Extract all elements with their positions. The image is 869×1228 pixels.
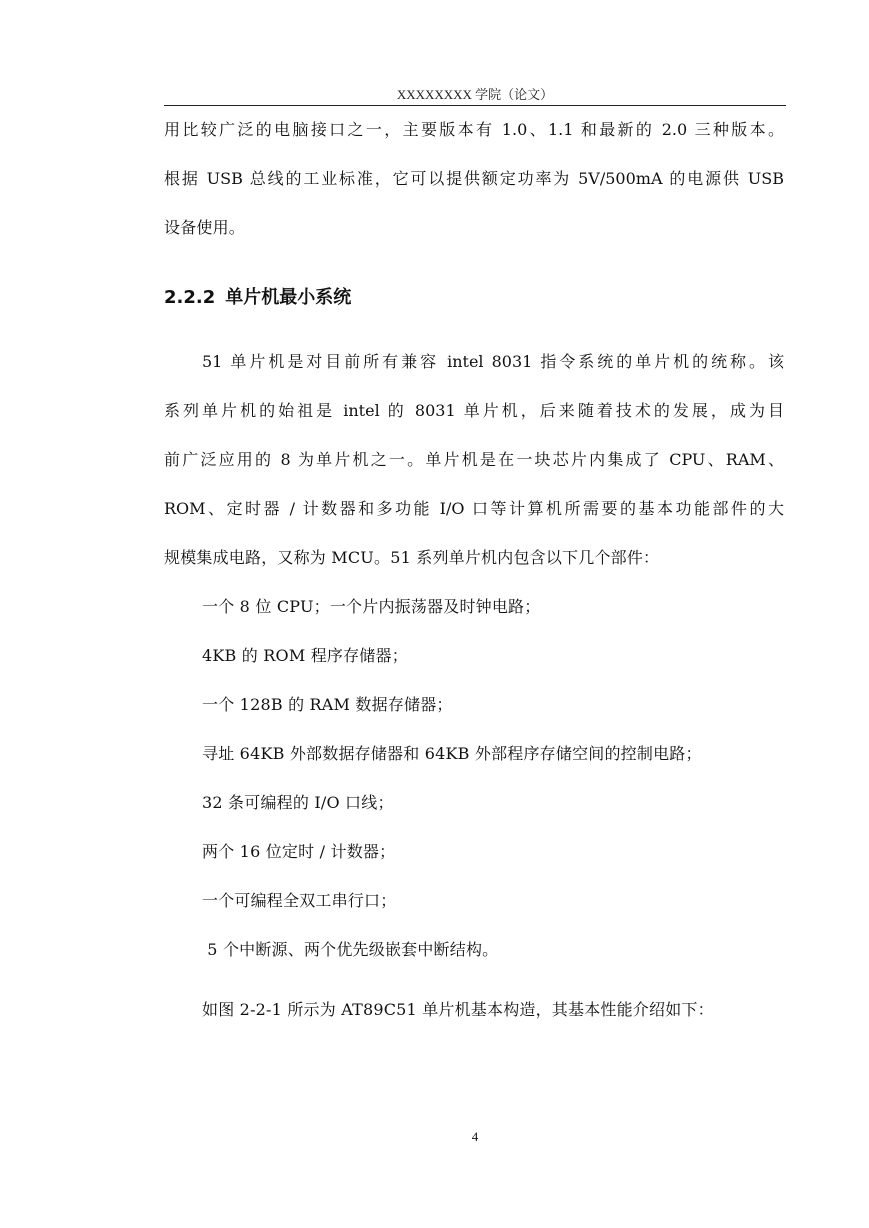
page-number: 4 <box>471 1129 479 1144</box>
section-number: 2.2.2 <box>164 287 216 308</box>
body-text-line: 设备使用。 <box>164 218 246 237</box>
feature-list-item: 4KB 的 ROM 程序存储器； <box>202 646 408 665</box>
paragraph-line: 前广泛应用的 8 为单片机之一。单片机是在一块芯片内集成了 CPU、RAM、 <box>164 450 784 469</box>
section-title: 单片机最小系统 <box>225 287 352 308</box>
feature-list-item: 一个可编程全双工串行口； <box>202 891 397 910</box>
body-text-line: 根据 USB 总线的工业标准，它可以提供额定功率为 5V/500mA 的电源供 USB <box>164 169 784 188</box>
paragraph-line: 51 单片机是对目前所有兼容 intel 8031 指令系统的单片机的统称。该 <box>202 352 784 371</box>
body-text-line: 用比较广泛的电脑接口之一，主要版本有 1.0、1.1 和最新的 2.0 三种版本。 <box>164 120 784 139</box>
feature-list-item: 两个 16 位定时 / 计数器； <box>202 842 396 861</box>
feature-list-item: 一个 128B 的 RAM 数据存储器； <box>202 695 453 714</box>
paragraph-line: 系列单片机的始祖是 intel 的 8031 单片机，后来随着技术的发展，成为目 <box>164 401 784 420</box>
closing-line: 如图 2-2-1 所示为 AT89C51 单片机基本构造，其基本性能介绍如下： <box>202 1000 714 1019</box>
feature-list-item: 32 条可编程的 I/O 口线； <box>202 793 394 812</box>
feature-list-item: 5 个中断源、两个优先级嵌套中断结构。 <box>202 940 499 959</box>
paragraph-line: ROM、定时器 / 计数器和多功能 I/O 口等计算机所需要的基本功能部件的大 <box>164 499 784 518</box>
paragraph-line: 规模集成电路，又称为 MCU。51 系列单片机内包含以下几个部件： <box>164 548 660 567</box>
header-divider <box>164 105 786 106</box>
feature-list-item: 一个 8 位 CPU；一个片内振荡器及时钟电路； <box>202 597 541 616</box>
section-heading <box>164 286 351 310</box>
feature-list-item: 寻址 64KB 外部数据存储器和 64KB 外部程序存储空间的控制电路； <box>202 744 702 763</box>
page-header-title: XXXXXXXX 学院（论文） <box>396 87 554 102</box>
